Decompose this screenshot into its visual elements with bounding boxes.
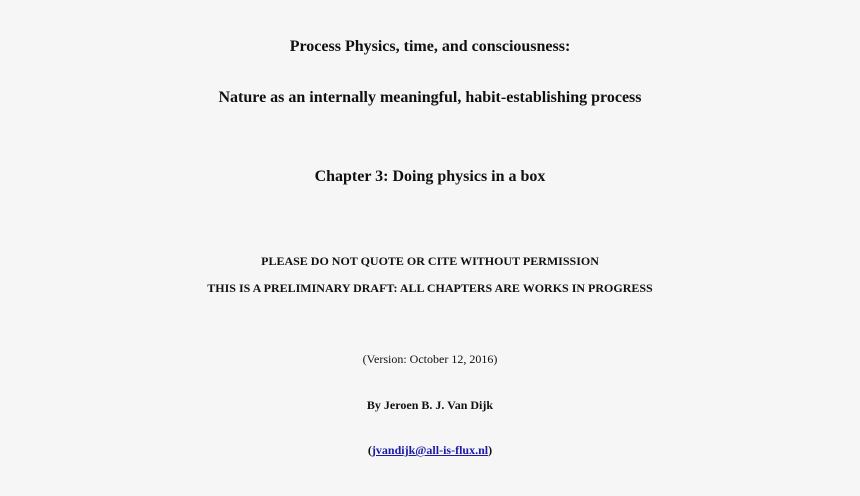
email-close-paren: ) xyxy=(488,443,493,457)
document-subtitle: Nature as an internally meaningful, habit-establishing process xyxy=(218,89,642,106)
email-line xyxy=(0,443,860,458)
author-email-link[interactable]: jvandijk@all-is-flux.nl xyxy=(371,443,489,457)
email-open-paren: ( xyxy=(367,443,372,457)
author-line: By Jeroen B. J. Van Dijk xyxy=(366,398,494,412)
version-line: (Version: October 12, 2016) xyxy=(362,352,498,366)
quote-permission-notice: PLEASE DO NOT QUOTE OR CITE WITHOUT PERMISSION xyxy=(261,254,599,268)
document-title: Process Physics, time, and consciousness: xyxy=(289,38,571,55)
chapter-heading: Chapter 3: Doing physics in a box xyxy=(314,168,546,185)
draft-notice: THIS IS A PRELIMINARY DRAFT: ALL CHAPTERS ARE WORKS IN PROGRESS xyxy=(207,281,653,295)
